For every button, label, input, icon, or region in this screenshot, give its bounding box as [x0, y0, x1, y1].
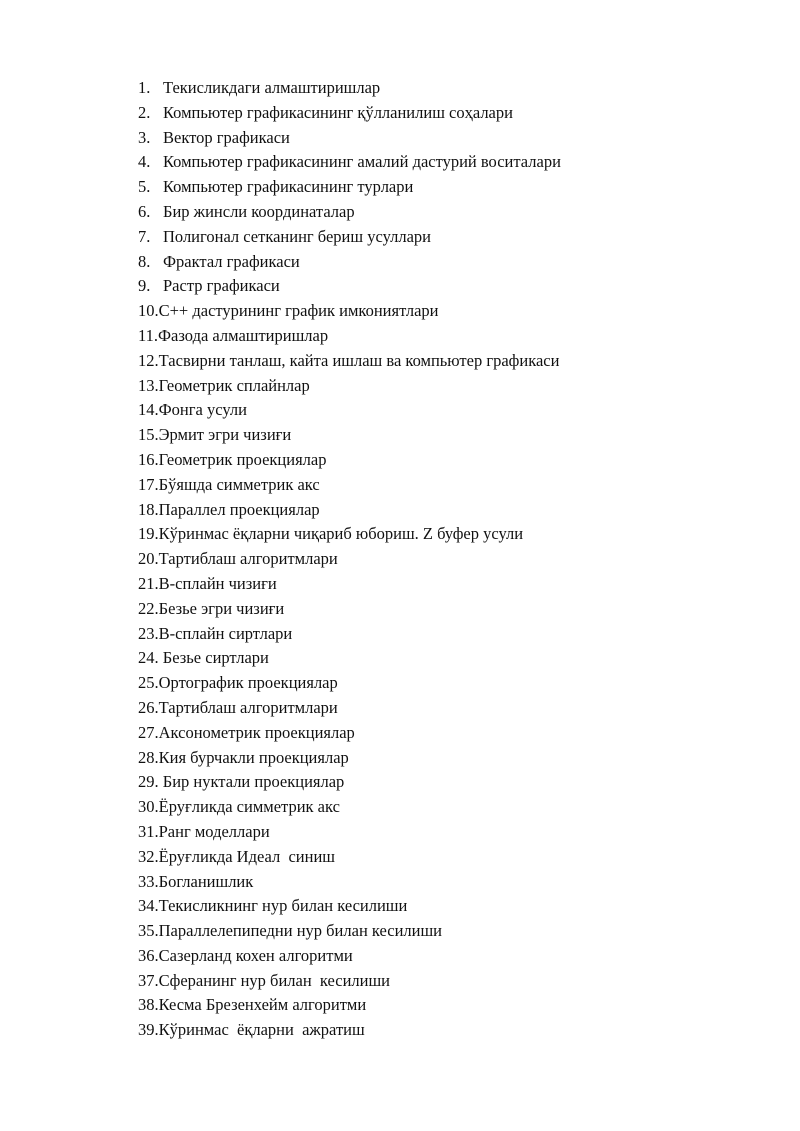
list-item-text: Кўринмас ёқларни ажратиш — [158, 1020, 365, 1040]
list-item-text: Компьютер графикасининг амалий дастурий воситалари — [163, 152, 561, 172]
list-item-number: 5. — [138, 177, 151, 197]
list-item-text: Ёруғликда симметрик акс — [158, 797, 340, 817]
list-item — [138, 795, 561, 820]
list-item-number: 25. — [138, 673, 159, 693]
list-item — [138, 200, 561, 225]
list-item-text: Тартиблаш алгоритмлари — [158, 697, 338, 717]
list-item-text: Сазерланд кохен алгоритми — [158, 945, 353, 965]
list-item — [138, 770, 561, 795]
list-item-number: 33. — [138, 871, 159, 891]
list-item — [138, 572, 561, 597]
list-item-text: Текисликдаги алмаштиришлар — [163, 78, 381, 97]
list-item-number: 26. — [138, 697, 159, 717]
list-item-text: Эрмит эгри чизиғи — [158, 425, 292, 445]
list-item-text: Геометрик проекциялар — [158, 449, 327, 469]
list-item-text: В-сплайн сиртлари — [158, 623, 293, 643]
list-item-number: 17. — [138, 474, 159, 494]
list-item — [138, 225, 561, 250]
list-item-text: Фрактал графикаси — [163, 251, 300, 271]
list-item-text: Ортографик проекциялар — [158, 673, 338, 693]
list-item-text: Богланишлик — [158, 871, 254, 891]
list-item — [138, 696, 561, 721]
list-item-text: Безье сиртлари — [158, 648, 269, 668]
list-item-number: 19. — [138, 524, 159, 544]
list-item — [138, 398, 561, 423]
list-item — [138, 721, 561, 746]
list-item-text: Безье эгри чизиғи — [158, 598, 285, 618]
list-item — [138, 894, 561, 919]
list-item — [138, 349, 561, 374]
list-item-number: 20. — [138, 549, 159, 569]
list-item-text: Тартиблаш алгоритмлари — [158, 549, 338, 569]
list-item — [138, 175, 561, 200]
list-item — [138, 820, 561, 845]
list-item — [138, 76, 561, 101]
list-item-number: 12. — [138, 350, 159, 370]
list-item — [138, 324, 561, 349]
list-item-number: 22. — [138, 598, 159, 618]
list-item-number: 28. — [138, 747, 159, 767]
list-item — [138, 126, 561, 151]
list-item — [138, 919, 561, 944]
list-item-number: 10. — [138, 301, 159, 321]
list-item-text: Ранг моделлари — [158, 821, 270, 841]
list-item-number: 1. — [138, 78, 151, 97]
list-item — [138, 622, 561, 647]
list-item-number: 9. — [138, 276, 151, 296]
list-item-text: Компьютер графикасининг қўлланилиш соҳалари — [163, 102, 513, 122]
list-item — [138, 423, 561, 448]
list-item — [138, 522, 561, 547]
list-item — [138, 250, 561, 275]
list-item — [138, 870, 561, 895]
list-item-number: 6. — [138, 201, 151, 221]
list-item-text: С++ дастурининг график имкониятлари — [158, 301, 439, 321]
list-item-number: 14. — [138, 400, 159, 420]
list-item-text: Растр графикаси — [163, 276, 280, 296]
list-item-number: 18. — [138, 499, 159, 519]
list-item-number: 36. — [138, 945, 159, 965]
list-item-text: Ёруғликда Идеал синиш — [158, 846, 335, 866]
list-item-number: 16. — [138, 449, 159, 469]
list-item — [138, 101, 561, 126]
list-item-text: Компьютер графикасининг турлари — [163, 177, 414, 197]
list-item — [138, 547, 561, 572]
list-item-number: 27. — [138, 722, 159, 742]
list-item-text: Геометрик сплайнлар — [158, 375, 310, 395]
list-item — [138, 1018, 561, 1043]
list-item-number: 34. — [138, 896, 159, 916]
list-item-number: 2. — [138, 102, 151, 122]
list-item-number: 3. — [138, 127, 151, 147]
list-item-number: 8. — [138, 251, 151, 271]
list-item-number: 37. — [138, 970, 159, 990]
list-item — [138, 150, 561, 175]
list-item-number: 30. — [138, 797, 159, 817]
list-item-text: Параллелепипедни нур билан кесилиши — [158, 921, 442, 941]
list-item-number: 4. — [138, 152, 151, 172]
list-item — [138, 473, 561, 498]
list-item-text: Тасвирни танлаш, кайта ишлаш ва компьютер графикаси — [158, 350, 560, 370]
list-item-number: 7. — [138, 226, 151, 246]
list-item — [138, 944, 561, 969]
list-item-number: 32. — [138, 846, 159, 866]
list-item-text: Фонга усули — [158, 400, 247, 420]
list-item — [138, 746, 561, 771]
list-item — [138, 969, 561, 994]
list-item-number: 13. — [138, 375, 159, 395]
list-item-text: Аксонометрик проекциялар — [158, 722, 355, 742]
list-item-text: Кия бурчакли проекциялар — [158, 747, 349, 767]
list-item-text: Текисликнинг нур билан кесилиши — [158, 896, 408, 916]
list-item-text: Вектор графикаси — [163, 127, 290, 147]
list-item-text: Параллел проекциялар — [158, 499, 320, 519]
list-item-number: 35. — [138, 921, 159, 941]
list-item-text: Бир нуктали проекциялар — [158, 772, 345, 792]
list-item-number: 38. — [138, 995, 159, 1015]
list-item-number: 24. — [138, 648, 159, 668]
list-item-text: Полигонал сетканинг бериш усуллари — [163, 226, 431, 246]
list-item-number: 15. — [138, 425, 159, 445]
list-item-number: 21. — [138, 573, 159, 593]
list-item-number: 11. — [138, 325, 159, 345]
list-item — [138, 671, 561, 696]
list-item — [138, 274, 561, 299]
list-item — [138, 845, 561, 870]
list-item — [138, 374, 561, 399]
list-item-text: В-сплайн чизиғи — [158, 573, 277, 593]
list-item-text: Кесма Брезенхейм алгоритми — [158, 995, 367, 1015]
list-item — [138, 498, 561, 523]
list-item — [138, 299, 561, 324]
list-item-text: Фазода алмаштиришлар — [158, 325, 329, 345]
list-item-text: Бир жинсли координаталар — [163, 201, 355, 221]
list-item-number: 39. — [138, 1020, 159, 1040]
list-item-text: Бўяшда симметрик акс — [158, 474, 320, 494]
list-item — [138, 646, 561, 671]
list-item — [138, 993, 561, 1018]
list-item-number: 23. — [138, 623, 159, 643]
topic-list — [138, 76, 561, 1043]
list-item — [138, 597, 561, 622]
list-item-text: Сферанинг нур билан кесилиши — [158, 970, 391, 990]
list-item-number: 31. — [138, 821, 159, 841]
list-item-number: 29. — [138, 772, 159, 792]
list-item — [138, 448, 561, 473]
list-item-text: Кўринмас ёқларни чиқариб юбориш. Z буфер усули — [158, 524, 524, 544]
